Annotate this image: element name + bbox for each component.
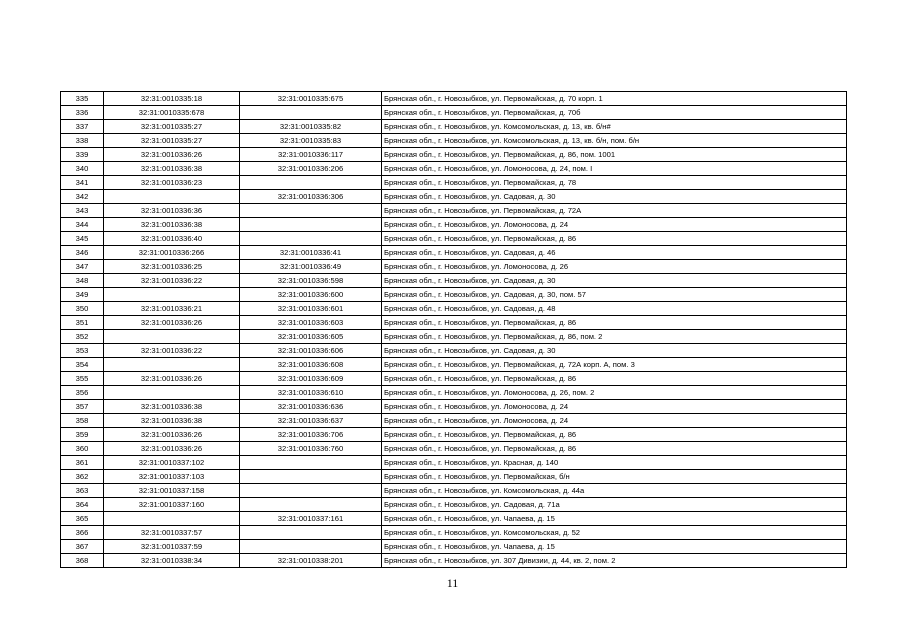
parcel-cadastral-number-cell: 32:31:0010336:38 — [104, 162, 240, 176]
table-row — [61, 204, 847, 218]
row-number-cell: 364 — [61, 498, 104, 512]
table-row — [61, 372, 847, 386]
row-number-cell: 347 — [61, 260, 104, 274]
object-cadastral-number-cell: 32:31:0010336:600 — [240, 288, 382, 302]
object-cadastral-number-cell — [240, 526, 382, 540]
table-row — [61, 330, 847, 344]
table-row — [61, 456, 847, 470]
table-row — [61, 358, 847, 372]
address-cell: Брянская обл., г. Новозыбков, ул. Красная, д. 140 — [382, 456, 847, 470]
address-cell: Брянская обл., г. Новозыбков, ул. Садовая, д. 30, пом. 57 — [382, 288, 847, 302]
object-cadastral-number-cell: 32:31:0010336:608 — [240, 358, 382, 372]
table-row — [61, 428, 847, 442]
table-row — [61, 386, 847, 400]
parcel-cadastral-number-cell: 32:31:0010337:102 — [104, 456, 240, 470]
table-row — [61, 92, 847, 106]
object-cadastral-number-cell: 32:31:0010336:636 — [240, 400, 382, 414]
table-row — [61, 316, 847, 330]
row-number-cell: 348 — [61, 274, 104, 288]
table-row — [61, 302, 847, 316]
parcel-cadastral-number-cell: 32:31:0010336:26 — [104, 316, 240, 330]
address-cell: Брянская обл., г. Новозыбков, ул. Ломоносова, д. 26, пом. 2 — [382, 386, 847, 400]
object-cadastral-number-cell: 32:31:0010336:598 — [240, 274, 382, 288]
object-cadastral-number-cell — [240, 498, 382, 512]
address-cell: Брянская обл., г. Новозыбков, ул. Первомайская, д. 86 — [382, 232, 847, 246]
parcel-cadastral-number-cell: 32:31:0010337:103 — [104, 470, 240, 484]
table-row — [61, 148, 847, 162]
address-cell: Брянская обл., г. Новозыбков, ул. Садовая, д. 71а — [382, 498, 847, 512]
parcel-cadastral-number-cell — [104, 330, 240, 344]
object-cadastral-number-cell: 32:31:0010335:675 — [240, 92, 382, 106]
parcel-cadastral-number-cell: 32:31:0010335:27 — [104, 134, 240, 148]
table-row — [61, 274, 847, 288]
address-cell: Брянская обл., г. Новозыбков, ул. Первомайская, д. 86 — [382, 442, 847, 456]
address-cell: Брянская обл., г. Новозыбков, ул. Ломоносова, д. 24 — [382, 414, 847, 428]
parcel-cadastral-number-cell: 32:31:0010335:27 — [104, 120, 240, 134]
parcel-cadastral-number-cell: 32:31:0010336:26 — [104, 442, 240, 456]
address-cell: Брянская обл., г. Новозыбков, ул. Комсомольская, д. 13, кв. б/н, пом. б/н — [382, 134, 847, 148]
object-cadastral-number-cell: 32:31:0010335:82 — [240, 120, 382, 134]
address-cell: Брянская обл., г. Новозыбков, ул. Садовая, д. 30 — [382, 344, 847, 358]
address-cell: Брянская обл., г. Новозыбков, ул. Чапаева, д. 15 — [382, 512, 847, 526]
parcel-cadastral-number-cell: 32:31:0010335:678 — [104, 106, 240, 120]
object-cadastral-number-cell — [240, 456, 382, 470]
row-number-cell: 345 — [61, 232, 104, 246]
parcel-cadastral-number-cell: 32:31:0010336:38 — [104, 400, 240, 414]
row-number-cell: 359 — [61, 428, 104, 442]
parcel-cadastral-number-cell — [104, 190, 240, 204]
address-cell: Брянская обл., г. Новозыбков, ул. Первомайская, д. 78 — [382, 176, 847, 190]
object-cadastral-number-cell: 32:31:0010338:201 — [240, 554, 382, 568]
parcel-cadastral-number-cell — [104, 358, 240, 372]
row-number-cell: 343 — [61, 204, 104, 218]
object-cadastral-number-cell: 32:31:0010336:606 — [240, 344, 382, 358]
table-row — [61, 176, 847, 190]
table-row — [61, 484, 847, 498]
parcel-cadastral-number-cell — [104, 386, 240, 400]
object-cadastral-number-cell: 32:31:0010336:41 — [240, 246, 382, 260]
address-cell: Брянская обл., г. Новозыбков, ул. Садовая, д. 30 — [382, 190, 847, 204]
row-number-cell: 337 — [61, 120, 104, 134]
address-cell: Брянская обл., г. Новозыбков, ул. Первомайская, д. 86 — [382, 316, 847, 330]
object-cadastral-number-cell — [240, 218, 382, 232]
row-number-cell: 352 — [61, 330, 104, 344]
parcel-cadastral-number-cell: 32:31:0010336:40 — [104, 232, 240, 246]
row-number-cell: 362 — [61, 470, 104, 484]
table-row — [61, 498, 847, 512]
parcel-cadastral-number-cell — [104, 512, 240, 526]
parcel-cadastral-number-cell: 32:31:0010336:23 — [104, 176, 240, 190]
table-row — [61, 470, 847, 484]
parcel-cadastral-number-cell: 32:31:0010337:158 — [104, 484, 240, 498]
row-number-cell: 342 — [61, 190, 104, 204]
parcel-cadastral-number-cell: 32:31:0010336:26 — [104, 372, 240, 386]
row-number-cell: 353 — [61, 344, 104, 358]
object-cadastral-number-cell: 32:31:0010336:610 — [240, 386, 382, 400]
row-number-cell: 349 — [61, 288, 104, 302]
object-cadastral-number-cell — [240, 470, 382, 484]
address-cell: Брянская обл., г. Новозыбков, ул. Первомайская, д. 86, пом. 2 — [382, 330, 847, 344]
table-row — [61, 400, 847, 414]
object-cadastral-number-cell: 32:31:0010336:206 — [240, 162, 382, 176]
table-row — [61, 554, 847, 568]
row-number-cell: 360 — [61, 442, 104, 456]
object-cadastral-number-cell — [240, 176, 382, 190]
row-number-cell: 336 — [61, 106, 104, 120]
address-cell: Брянская обл., г. Новозыбков, ул. Первомайская, д. 70 корп. 1 — [382, 92, 847, 106]
table-row — [61, 442, 847, 456]
object-cadastral-number-cell — [240, 484, 382, 498]
row-number-cell: 338 — [61, 134, 104, 148]
row-number-cell: 351 — [61, 316, 104, 330]
object-cadastral-number-cell: 32:31:0010336:601 — [240, 302, 382, 316]
row-number-cell: 361 — [61, 456, 104, 470]
address-cell: Брянская обл., г. Новозыбков, ул. Первомайская, д. 86, пом. 1001 — [382, 148, 847, 162]
address-cell: Брянская обл., г. Новозыбков, ул. Садовая, д. 30 — [382, 274, 847, 288]
row-number-cell: 356 — [61, 386, 104, 400]
address-cell: Брянская обл., г. Новозыбков, ул. Садовая, д. 48 — [382, 302, 847, 316]
table-row — [61, 134, 847, 148]
address-cell: Брянская обл., г. Новозыбков, ул. Чапаева, д. 15 — [382, 540, 847, 554]
parcel-cadastral-number-cell: 32:31:0010336:26 — [104, 428, 240, 442]
object-cadastral-number-cell — [240, 106, 382, 120]
row-number-cell: 355 — [61, 372, 104, 386]
object-cadastral-number-cell: 32:31:0010336:603 — [240, 316, 382, 330]
page-number: 11 — [446, 576, 459, 590]
parcel-cadastral-number-cell: 32:31:0010336:36 — [104, 204, 240, 218]
parcel-cadastral-number-cell: 32:31:0010337:160 — [104, 498, 240, 512]
object-cadastral-number-cell: 32:31:0010336:117 — [240, 148, 382, 162]
row-number-cell: 350 — [61, 302, 104, 316]
table-row — [61, 414, 847, 428]
address-cell: Брянская обл., г. Новозыбков, ул. Первомайская, д. 86 — [382, 372, 847, 386]
row-number-cell: 363 — [61, 484, 104, 498]
table-row — [61, 526, 847, 540]
row-number-cell: 366 — [61, 526, 104, 540]
row-number-cell: 344 — [61, 218, 104, 232]
parcel-cadastral-number-cell: 32:31:0010336:22 — [104, 274, 240, 288]
address-cell: Брянская обл., г. Новозыбков, ул. Первомайская, д. 72А корп. А, пом. 3 — [382, 358, 847, 372]
table-row — [61, 190, 847, 204]
address-cell: Брянская обл., г. Новозыбков, ул. Первомайская, д. 86 — [382, 428, 847, 442]
table-row — [61, 106, 847, 120]
parcel-cadastral-number-cell: 32:31:0010335:18 — [104, 92, 240, 106]
object-cadastral-number-cell: 32:31:0010336:605 — [240, 330, 382, 344]
table-row — [61, 162, 847, 176]
address-cell: Брянская обл., г. Новозыбков, ул. Ломоносова, д. 24 — [382, 400, 847, 414]
row-number-cell: 357 — [61, 400, 104, 414]
row-number-cell: 341 — [61, 176, 104, 190]
object-cadastral-number-cell: 32:31:0010335:83 — [240, 134, 382, 148]
registry-table — [60, 91, 847, 568]
address-cell: Брянская обл., г. Новозыбков, ул. Первомайская, б/н — [382, 470, 847, 484]
table-row — [61, 288, 847, 302]
row-number-cell: 335 — [61, 92, 104, 106]
row-number-cell: 346 — [61, 246, 104, 260]
row-number-cell: 367 — [61, 540, 104, 554]
parcel-cadastral-number-cell: 32:31:0010336:38 — [104, 414, 240, 428]
object-cadastral-number-cell: 32:31:0010336:609 — [240, 372, 382, 386]
object-cadastral-number-cell: 32:31:0010336:706 — [240, 428, 382, 442]
table-row — [61, 344, 847, 358]
object-cadastral-number-cell — [240, 540, 382, 554]
parcel-cadastral-number-cell: 32:31:0010337:59 — [104, 540, 240, 554]
table-row — [61, 218, 847, 232]
table-row — [61, 120, 847, 134]
parcel-cadastral-number-cell: 32:31:0010336:266 — [104, 246, 240, 260]
address-cell: Брянская обл., г. Новозыбков, ул. Садовая, д. 46 — [382, 246, 847, 260]
object-cadastral-number-cell: 32:31:0010336:49 — [240, 260, 382, 274]
parcel-cadastral-number-cell: 32:31:0010336:21 — [104, 302, 240, 316]
parcel-cadastral-number-cell: 32:31:0010336:25 — [104, 260, 240, 274]
parcel-cadastral-number-cell — [104, 288, 240, 302]
parcel-cadastral-number-cell: 32:31:0010336:22 — [104, 344, 240, 358]
parcel-cadastral-number-cell: 32:31:0010337:57 — [104, 526, 240, 540]
object-cadastral-number-cell — [240, 204, 382, 218]
row-number-cell: 354 — [61, 358, 104, 372]
address-cell: Брянская обл., г. Новозыбков, ул. 307 Дивизии, д. 44, кв. 2, пом. 2 — [382, 554, 847, 568]
table-row — [61, 260, 847, 274]
row-number-cell: 339 — [61, 148, 104, 162]
address-cell: Брянская обл., г. Новозыбков, ул. Ломоносова, д. 24, пом. I — [382, 162, 847, 176]
table-row — [61, 246, 847, 260]
object-cadastral-number-cell: 32:31:0010337:161 — [240, 512, 382, 526]
parcel-cadastral-number-cell: 32:31:0010338:34 — [104, 554, 240, 568]
object-cadastral-number-cell: 32:31:0010336:637 — [240, 414, 382, 428]
address-cell: Брянская обл., г. Новозыбков, ул. Ломоносова, д. 26 — [382, 260, 847, 274]
address-cell: Брянская обл., г. Новозыбков, ул. Первомайская, д. 70б — [382, 106, 847, 120]
address-cell: Брянская обл., г. Новозыбков, ул. Ломоносова, д. 24 — [382, 218, 847, 232]
address-cell: Брянская обл., г. Новозыбков, ул. Комсомольская, д. 44а — [382, 484, 847, 498]
row-number-cell: 365 — [61, 512, 104, 526]
parcel-cadastral-number-cell: 32:31:0010336:38 — [104, 218, 240, 232]
object-cadastral-number-cell: 32:31:0010336:306 — [240, 190, 382, 204]
object-cadastral-number-cell: 32:31:0010336:760 — [240, 442, 382, 456]
row-number-cell: 368 — [61, 554, 104, 568]
table-row — [61, 512, 847, 526]
object-cadastral-number-cell — [240, 232, 382, 246]
address-cell: Брянская обл., г. Новозыбков, ул. Комсомольская, д. 52 — [382, 526, 847, 540]
table-row — [61, 232, 847, 246]
registry-table-body — [61, 92, 847, 568]
address-cell: Брянская обл., г. Новозыбков, ул. Первомайская, д. 72А — [382, 204, 847, 218]
address-cell: Брянская обл., г. Новозыбков, ул. Комсомольская, д. 13, кв. б/н# — [382, 120, 847, 134]
row-number-cell: 340 — [61, 162, 104, 176]
table-row — [61, 540, 847, 554]
row-number-cell: 358 — [61, 414, 104, 428]
parcel-cadastral-number-cell: 32:31:0010336:26 — [104, 148, 240, 162]
